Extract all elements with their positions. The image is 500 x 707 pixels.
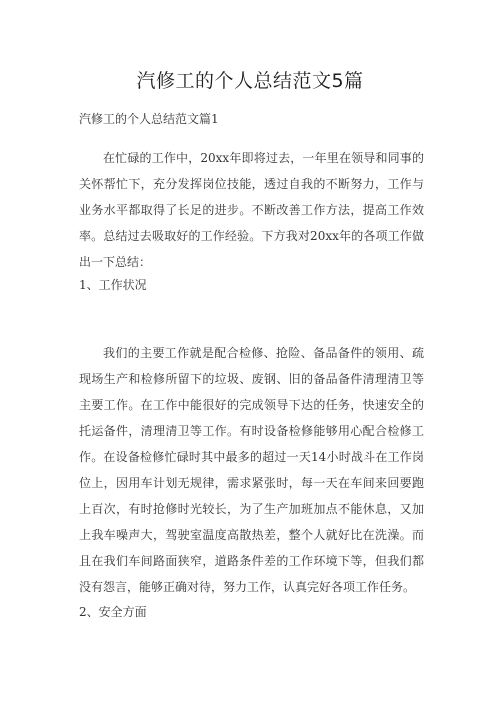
document-title: 汽修工的个人总结范文5篇	[136, 70, 364, 92]
intro-paragraph: 在忙碌的工作中，20xx年即将过去，一年里在领导和同事的关怀帮忙下，充分发挥岗位技能，透过自我的不断努力，工作与业务水平都取得了长足的进步。不断改善工作方法，提高工作效率。总结过去吸取好的工作经验。下方我对20xx年的各项工作做出一下总结：	[79, 151, 424, 269]
heading-safety: 2、安全方面	[79, 605, 147, 619]
work-status-paragraph: 我们的主要工作就是配合检修、抢险、备品备件的领用、疏现场生产和检修所留下的垃圾、废钢、旧的备品备件清理清卫等主要工作。在工作中能很好的完成领导下达的任务，快速安全的托运备件，清理清卫等工作。有时设备检修能够用心配合检修工作。在设备检修忙碌时其中最多的超过一天14小时战斗在工作岗位上，因用车计划无规律，需求紧张时，每一天在车间来回要跑上百次，有时抢修时光较长，为了生产加班加点不能休息，又加上我车噪声大，驾驶室温度高散热差，整个人就好比在洗澡。而且在我们车间路面狭窄，道路条件差的工作环境下等，但我们都没有怨言，能够正确对待，努力工作，认真完好各项工作任务。	[79, 346, 424, 594]
section-subtitle: 汽修工的个人总结范文篇1	[79, 112, 219, 126]
heading-work-status: 1、工作状况	[79, 278, 147, 292]
